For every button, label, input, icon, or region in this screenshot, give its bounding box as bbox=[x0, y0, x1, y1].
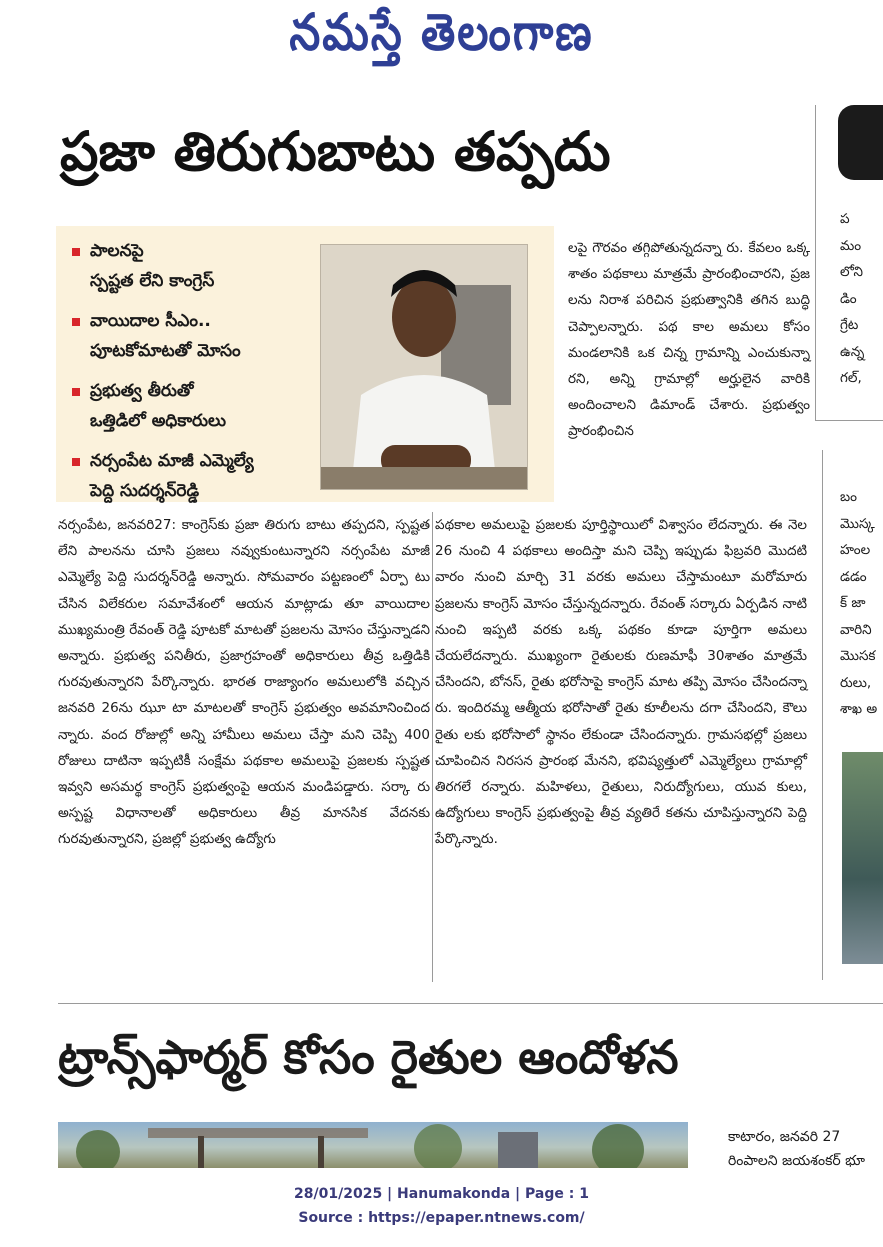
second-article-photo bbox=[58, 1122, 688, 1168]
portrait-photo bbox=[320, 244, 528, 490]
highlight-item: వాయిదాల సీఎం.. పూటకోమాటతో మోసం bbox=[70, 306, 315, 366]
side-badge bbox=[838, 105, 883, 180]
bullet-icon bbox=[72, 318, 80, 326]
highlight-item: పాలనపై స్పష్టత లేని కాంగ్రెస్ bbox=[70, 236, 315, 296]
bullet-icon bbox=[72, 388, 80, 396]
masthead-logo: నమస్తే తెలంగాణ bbox=[289, 3, 594, 62]
article-column-top-right: లపై గౌరవం తగ్గిపోతున్నదన్నా రు. కేవలం ఒక్క శాతం పథకాలు మాత్రమే ప్రారంభించారని, ప్రజ లను నిరాశ పరిచిన ప్రభుత్వానికి తగిన బుద్ధి చెప్పాలన్నారు. పథ కాల అమలు కోసం మండలానికి ఒక చిన్న గ్రామాన్ని ఎంచుకున్నా రని, అన్ని గ్రామాల్లో అర్హులైన వారికి అందించాలని డిమాండ్ చేశారు. ప్రభుత్వం ప్రారంభించిన bbox=[568, 240, 810, 440]
portrait-illustration bbox=[321, 245, 527, 489]
second-article-dateline: కాటారం, జనవరి 27 రింపాలని జయశంకర్ భూ bbox=[728, 1129, 865, 1169]
side-photo bbox=[842, 752, 883, 964]
highlights-list bbox=[70, 236, 315, 516]
footer-edition-info: 28/01/2025 | Hanumakonda | Page : 1 bbox=[294, 1186, 589, 1202]
side-box-border bbox=[815, 105, 816, 420]
highlight-item: నర్సంపేట మాజీ ఎమ్మెల్యే పెద్ది సుదర్శన్‌రెడ్డి bbox=[70, 446, 315, 506]
article-headline: ప్రజా తిరుగుబాటు తప్పదు bbox=[60, 120, 611, 183]
bullet-icon bbox=[72, 248, 80, 256]
footer-source: Source : https://epaper.ntnews.com/ bbox=[298, 1210, 585, 1226]
side-column-divider bbox=[822, 450, 823, 980]
bullet-icon bbox=[72, 458, 80, 466]
section-divider bbox=[58, 1003, 883, 1004]
highlight-item: ప్రభుత్వ తీరుతో ఒత్తిడిలో అధికారులు bbox=[70, 376, 315, 436]
second-article-headline: ట్రాన్స్‌ఫార్మర్ కోసం రైతుల ఆందోళన bbox=[58, 1030, 679, 1084]
article-column-middle: పథకాల అమలుపై ప్రజలకు పూర్తిస్థాయిలో విశ్వాసం లేదన్నారు. ఈ నెల 26 నుంచి 4 పథకాలు అందిస్తా మని చెప్పి ఇప్పుడు ఫిబ్రవరి మొదటి వారం నుంచి మార్చి 31 వరకు అమలు చేస్తామంటూ మరోమారు ప్రజలను కాంగ్రెస్ మోసం చేస్తున్నదన్నారు. రేవంత్ సర్కారు ఏర్పడిన నాటి నుంచి ఇప్పటి వరకు ఒక్క పథకం కూడా పూర్తిగా అమలు చేయలేదన్నారు. ముఖ్యంగా రైతులకు రుణమాఫీ 30శాతం మాత్రమే చేసిందని, బోనస్, రైతు భరోసాపై కాంగ్రెస్ మాట తప్పి మోసం చేసిందన్నా రు. ఇందిరమ్మ ఆత్మీయ భరోసాతో రైతు కూలీలను దగా చేసిందని, కౌలు రైతు లకు భరోసాలో స్థానం లేకుండా చేసిందన్నారు. గ్రామసభల్లో ప్రజలు చూపించిన నిరసన ప్రారంభ మేనని, భవిష్యత్తులో ఎమ్మెల్యేలు గ్రామాల్లో తిరగలే రన్నారు. మహిళలు, రైతులు, నిరుద్యోగులు, యువ కులు, ఉద్యోగులు కాంగ్రెస్ ప్రభుత్వంపై తీవ్ర వ్యతిరే కతను చూపిస్తున్నారని పెద్ది పేర్కొన్నారు. bbox=[435, 517, 807, 848]
farmers-photo-illustration bbox=[58, 1122, 688, 1168]
side-column-top: ప మం లోని డిం గ్రేట ఉన్న గల్, bbox=[840, 211, 865, 386]
column-divider bbox=[432, 512, 433, 982]
masthead bbox=[0, 0, 883, 90]
article-column-left: నర్సంపేట, జనవరి27: కాంగ్రెస్‌కు ప్రజా తిరుగు బాటు తప్పదని, స్పష్టత లేని పాలనను చూసి ప్రజలు నవ్వుకుంటున్నారని నర్సంపేట మాజీ ఎమ్మెల్యే పెద్ది సుదర్శన్‌రెడ్డి అన్నారు. సోమవారం పట్టణంలో ఏర్పా టు చేసిన విలేకరుల సమావేశంలో ఆయన మాట్లాడు తూ వాయిదాల ముఖ్యమంత్రి రేవంత్ రెడ్డి పూటకో మాటతో ప్రజలను మోసం చేస్తున్నాడని అన్నారు. ప్రభుత్వ పనితీరు, ప్రజాగ్రహంతో అధికారులు తీవ్ర ఒత్తిడికి గురవుతున్నారని పేర్కొన్నారు. భారత రాజ్యాంగం అమలులోకి వచ్చిన జనవరి 26ను ఝూ టా మాటలతో కాంగ్రెస్ ప్రభుత్వం అవమానించింద న్నారు. వంద రోజుల్లో అన్ని హామీలు అమలు చేస్తా మని చెప్పి 400 రోజులు దాటినా ఇప్పటికీ సంక్షేమ పథకాల అమలుపై ప్రజలకు స్పష్టత ఇవ్వని అసమర్థ కాంగ్రెస్ ప్రభుత్వంపై ఆయన మండిపడ్డారు. సర్కా రు అస్పష్ట విధానాలతో అధికారులు తీవ్ర మానసిక వేదనకు గురవుతున్నారని, ప్రజల్లో ప్రభుత్వ ఉద్యోగు bbox=[58, 517, 430, 848]
side-box-bottom bbox=[815, 420, 883, 421]
side-column-bottom: బం మొస్క హంల డడం క్ జా వారిని మొసక రులు, శాఖ అ bbox=[840, 489, 878, 717]
